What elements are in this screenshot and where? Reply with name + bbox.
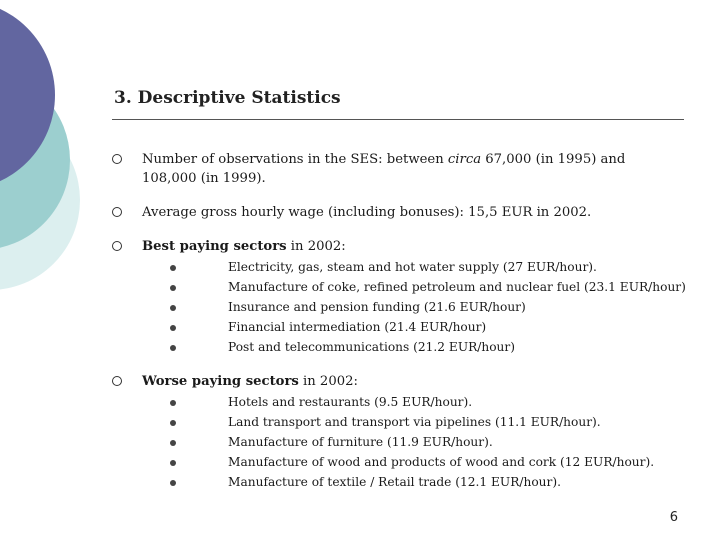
hollow-bullet-icon bbox=[112, 241, 122, 251]
sub-item-text: Manufacture of coke, refined petroleum and nuclear fuel (23.1 EUR/hour) bbox=[228, 280, 686, 294]
filled-bullet-icon bbox=[170, 325, 176, 331]
bullet-item-average-wage bbox=[112, 203, 672, 222]
slide-title: 3. Descriptive Statistics bbox=[114, 88, 341, 108]
sub-list-item bbox=[166, 392, 472, 412]
sub-list-item bbox=[166, 412, 601, 432]
sub-item-text: Manufacture of textile / Retail trade (12.1 EUR/hour). bbox=[228, 475, 561, 489]
sub-item-text: Hotels and restaurants (9.5 EUR/hour). bbox=[228, 395, 473, 409]
sub-item-text: Post and telecommunications (21.2 EUR/hour) bbox=[228, 340, 515, 354]
bullet-bold-text: Worse paying sectors bbox=[142, 374, 299, 389]
sub-list-item bbox=[166, 452, 654, 472]
bullet-text: in 2002: bbox=[286, 239, 346, 254]
sub-item-text: Manufacture of wood and products of wood and cork (12 EUR/hour). bbox=[228, 455, 655, 469]
hollow-bullet-icon bbox=[112, 376, 122, 386]
sub-list-item bbox=[166, 297, 526, 317]
bullet-text: in 2002: bbox=[298, 374, 358, 389]
title-divider bbox=[112, 119, 684, 120]
sub-item-text: Electricity, gas, steam and hot water supply (27 EUR/hour). bbox=[228, 260, 597, 274]
sub-list-item bbox=[166, 432, 493, 452]
filled-bullet-icon bbox=[170, 305, 176, 311]
hollow-bullet-icon bbox=[112, 207, 122, 217]
filled-bullet-icon bbox=[170, 420, 176, 426]
bullet-item-observations bbox=[112, 150, 672, 188]
sub-item-text: Manufacture of furniture (11.9 EUR/hour). bbox=[228, 435, 493, 449]
filled-bullet-icon bbox=[170, 265, 176, 271]
filled-bullet-icon bbox=[170, 460, 176, 466]
sub-list-item bbox=[166, 257, 597, 277]
sub-list-item bbox=[166, 277, 686, 297]
bullet-text-line2: 108,000 (in 1999). bbox=[142, 171, 266, 186]
bullet-bold-text: Best paying sectors bbox=[142, 239, 287, 254]
decorative-circles bbox=[0, 0, 90, 300]
filled-bullet-icon bbox=[170, 480, 176, 486]
bullet-text: Average gross hourly wage (including bonuses): 15,5 EUR in 2002. bbox=[142, 205, 592, 220]
bullet-text: 67,000 (in 1995) and bbox=[481, 152, 626, 167]
sub-item-text: Land transport and transport via pipelines (11.1 EUR/hour). bbox=[228, 415, 601, 429]
bullet-item-best-paying bbox=[112, 237, 672, 256]
bullet-item-worse-paying bbox=[112, 372, 672, 391]
emphasis-text: circa bbox=[447, 152, 482, 167]
filled-bullet-icon bbox=[170, 440, 176, 446]
sub-item-text: Financial intermediation (21.4 EUR/hour) bbox=[228, 320, 487, 334]
filled-bullet-icon bbox=[170, 345, 176, 351]
sub-list-item bbox=[166, 472, 561, 492]
page-number: 6 bbox=[669, 510, 678, 525]
sub-list-item bbox=[166, 317, 486, 337]
filled-bullet-icon bbox=[170, 400, 176, 406]
bullet-text: Number of observations in the SES: between bbox=[142, 152, 448, 167]
sub-list-item bbox=[166, 337, 515, 357]
hollow-bullet-icon bbox=[112, 154, 122, 164]
sub-item-text: Insurance and pension funding (21.6 EUR/hour) bbox=[228, 300, 526, 314]
filled-bullet-icon bbox=[170, 285, 176, 291]
